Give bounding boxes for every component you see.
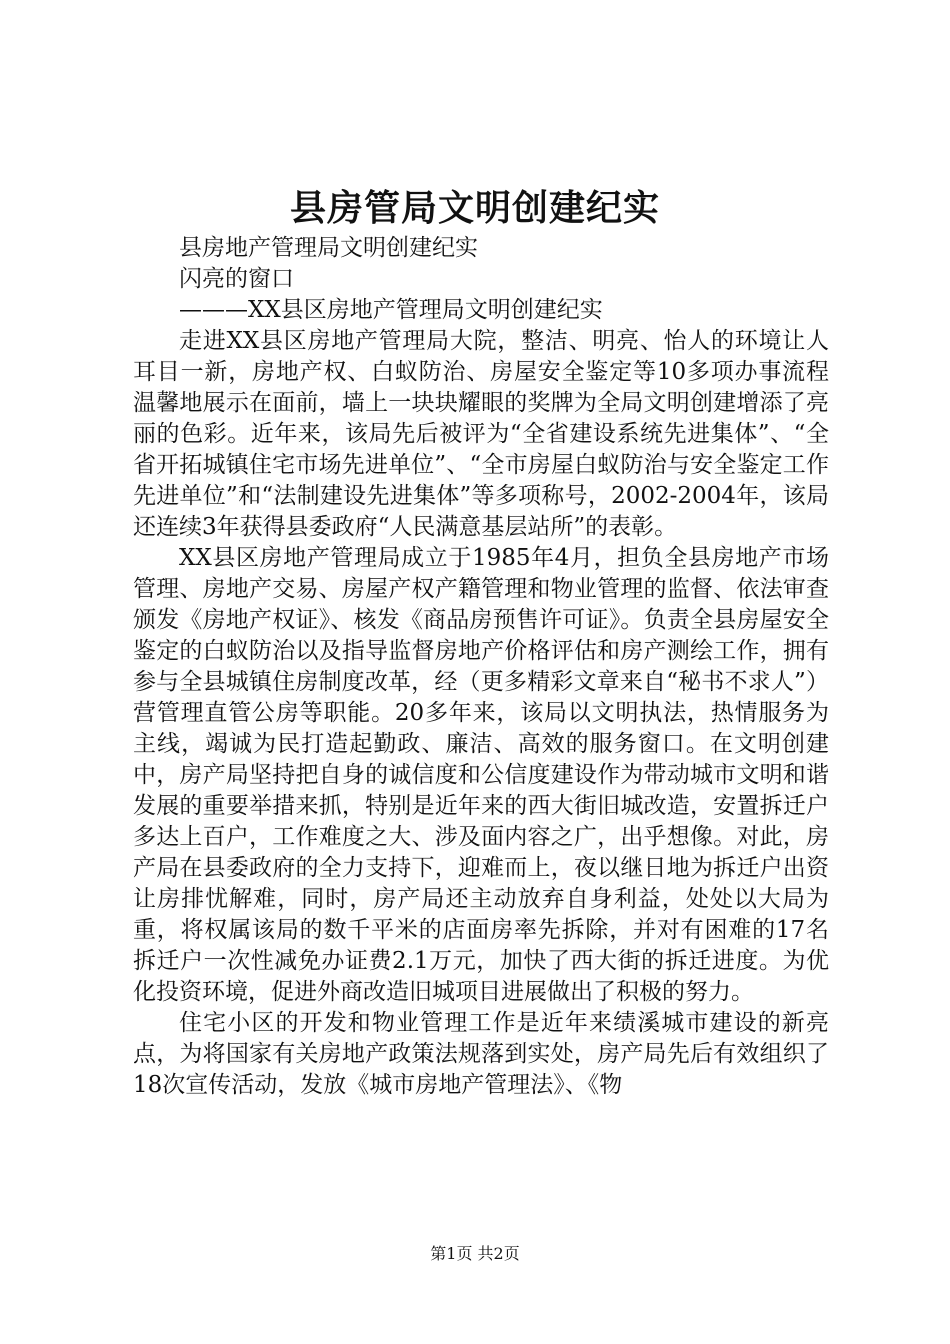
document-title: 县房管局文明创建纪实: [289, 187, 660, 229]
subtitle-line: 县房地产管理局文明创建纪实: [179, 235, 478, 261]
paragraph: XX县区房地产管理局成立于1985年4月，担负全县房地产市场管理、房地产交易、房屋产权产籍管理和物业管理的监督、依法审查颁发《房地产权证》、核发《商品房预售许可证》。负责全县房屋安全鉴定的白蚁防治以及指导监督房地产价格评估和房产测绘工作，拥有参与全县城镇住房制度改革，经（更多精彩文章来自“秘书不求人”）营管理直管公房等职能。20多年来，该局以文明执法，热情服务为主线，竭诚为民打造起勤政、廉洁、高效的服务窗口。在文明创建中，房产局坚持把自身的诚信度和公信度建设作为带动城市文明和谐发展的重要举措来抓，特别是近年来的西大街旧城改造，安置拆迁户多达上百户，工作难度之大、涉及面内容之广，出乎想像。对此，房产局在县委政府的全力支持下，迎难而上，夜以继日地为拆迁户出资让房排忧解难，同时，房产局还主动放弃自身利益，处处以大局为重，将权属该局的数千平米的店面房率先拆除，并对有困难的17名拆迁户一次性减免办证费2.1万元，加快了西大街的拆迁进度。为优化投资环境，促进外商改造旧城项目进展做出了积极的努力。: [133, 545, 829, 1005]
document-body: [133, 233, 829, 1101]
paragraph: 走进XX县区房地产管理局大院，整洁、明亮、怡人的环境让人耳目一新，房地产权、白蚁防治、房屋安全鉴定等10多项办事流程温馨地展示在面前，墙上一块块耀眼的奖牌为全局文明创建增添了亮丽的色彩。近年来，该局先后被评为“全省建设系统先进集体”、“全省开拓城镇住宅市场先进单位”、“全市房屋白蚁防治与安全鉴定工作先进单位”和“法制建设先进集体”等多项称号，2002-2004年，该局还连续3年获得县委政府“人民满意基层站所”的表彰。: [133, 328, 829, 540]
paragraph: 住宅小区的开发和物业管理工作是近年来绩溪城市建设的新亮点，为将国家有关房地产政策法规落到实处，房产局先后有效组织了18次宣传活动，发放《城市房地产管理法》、《物: [133, 1010, 829, 1098]
subtitle-line: ———XX县区房地产管理局文明创建纪实: [179, 297, 603, 323]
subtitle-line: 闪亮的窗口: [179, 266, 294, 292]
page-number-footer: 第1页 共2页: [430, 1244, 520, 1263]
